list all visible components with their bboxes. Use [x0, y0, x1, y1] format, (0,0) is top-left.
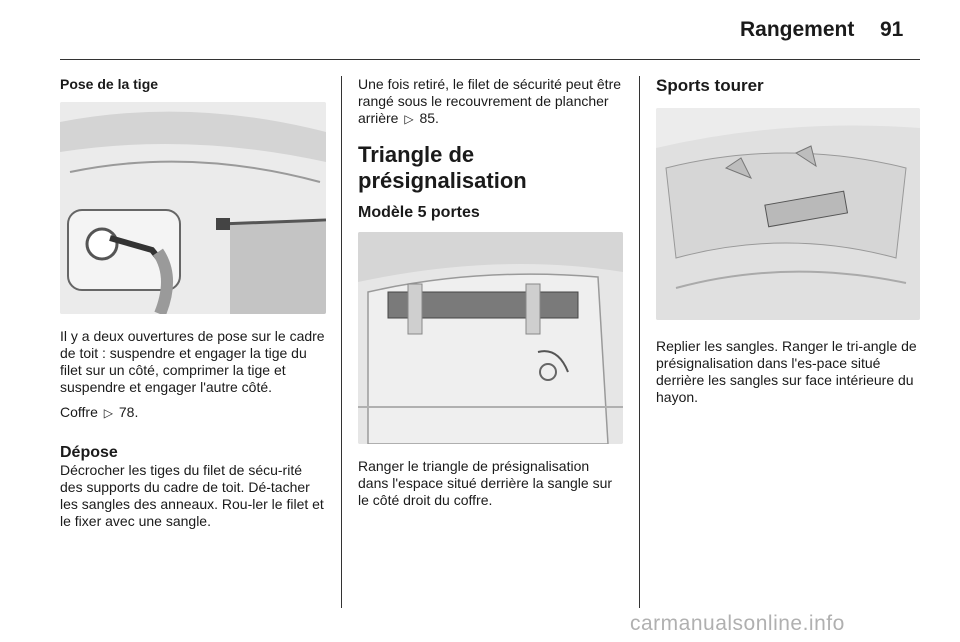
- column-2: [358, 76, 623, 517]
- page-header-title: Rangement: [740, 18, 855, 41]
- heading-sports-tourer: Sports tourer: [656, 76, 764, 95]
- paragraph-install: Il y a deux ouvertures de pose sur le cadre de toit : suspendre et engager la tige du filet sur un côté, comprimer la tige et suspendre et engager l'autre côté.: [60, 328, 325, 395]
- reference-coffre: Coffre ▷ 78.: [60, 404, 139, 420]
- paragraph-depose: Décrocher les tiges du filet de sécu-rité des supports du cadre de toit. Dé-tacher les sangles des anneaux. Rou-ler le filet et le fixer avec une sangle.: [60, 462, 324, 529]
- arrow-reference-icon: ▷: [404, 112, 414, 126]
- heading-warning-triangle: Triangle de présignalisation: [358, 142, 527, 193]
- paragraph-storage: Une fois retiré, le filet de sécurité peut être rangé sous le recouvrement de plancher arrière ▷ 85.: [358, 76, 622, 126]
- caption-triangle-sports-tourer: Replier les sangles. Ranger le tri-angle de présignalisation dans l'es-pace situé derrière les sangles sur face intérieure du hayon.: [656, 338, 917, 405]
- column-divider-2: [639, 76, 640, 608]
- column-3: [656, 76, 920, 414]
- figure-tailgate-triangle: [656, 108, 920, 320]
- column-divider-1: [341, 76, 342, 608]
- header-rule: [60, 59, 920, 60]
- figure-roof-rod-install: [60, 102, 326, 314]
- heading-depose: Dépose: [60, 444, 118, 461]
- arrow-reference-icon: ▷: [103, 406, 113, 420]
- watermark: carmanualsonline.info: [630, 612, 845, 635]
- heading-5-door-model: Modèle 5 portes: [358, 204, 480, 221]
- page-number: 91: [880, 18, 904, 41]
- caption-triangle-5-door: Ranger le triangle de présignalisation dans l'espace situé derrière la sangle sur le côté droit du coffre.: [358, 458, 613, 508]
- section-heading-pose: Pose de la tige: [60, 76, 159, 92]
- column-1: [60, 76, 326, 538]
- figure-trunk-triangle: [358, 232, 623, 444]
